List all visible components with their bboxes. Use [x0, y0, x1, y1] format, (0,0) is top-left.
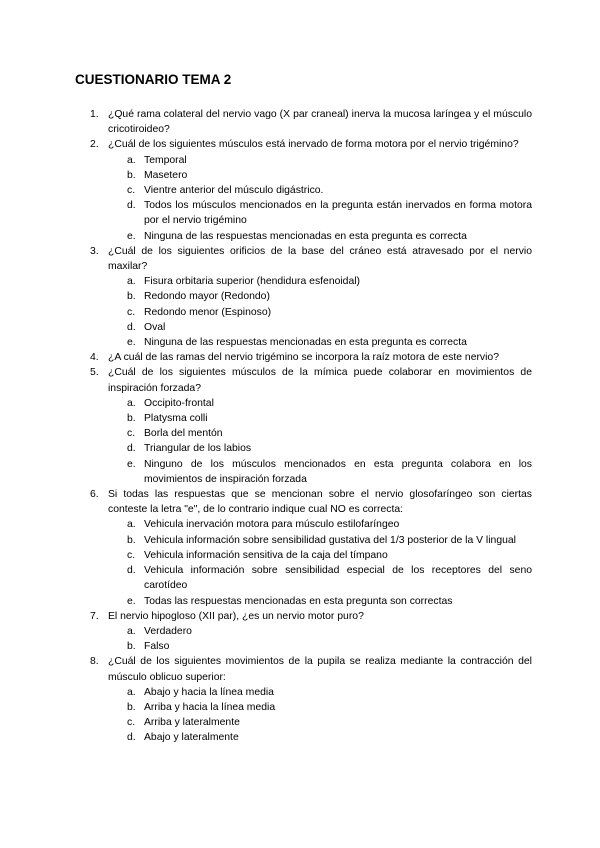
option-letter: b.: [127, 701, 136, 713]
option-text: Todos los músculos mencionados en la pregunta están inervados en forma motora por el nervio trigémino: [144, 200, 532, 227]
answer-option: [108, 457, 532, 487]
answer-option: [108, 548, 532, 563]
answer-option: [108, 168, 532, 183]
option-text: Verdadero: [144, 625, 192, 637]
option-list: [108, 624, 532, 654]
answer-option: [108, 533, 532, 548]
option-letter: c.: [127, 549, 136, 561]
option-letter: d.: [127, 443, 136, 455]
question-number: 4.: [90, 352, 99, 364]
question-text: Si todas las respuestas que se mencionan sobre el nervio glosofaríngeo son ciertas conteste la letra "e", de lo contrario indique cual NO es correcta:: [108, 489, 532, 516]
answer-option: [108, 594, 532, 609]
question-item: [72, 244, 532, 350]
option-text: Abajo y lateralmente: [144, 732, 239, 744]
option-text: Redondo mayor (Redondo): [144, 291, 270, 303]
answer-option: [108, 320, 532, 335]
question-number: 8.: [90, 656, 99, 668]
question-text: El nervio hipogloso (XII par), ¿es un nervio motor puro?: [108, 610, 364, 622]
option-letter: b.: [127, 169, 136, 181]
option-text: Arriba y hacia la línea media: [144, 701, 276, 713]
option-letter: e.: [127, 458, 136, 470]
option-text: Platysma colli: [144, 413, 208, 425]
option-letter: b.: [127, 641, 136, 653]
option-text: Vehicula información sensitiva de la caja del tímpano: [144, 549, 388, 561]
answer-option: [108, 229, 532, 244]
option-letter: a.: [127, 397, 136, 409]
option-list: [108, 153, 532, 244]
option-letter: b.: [127, 534, 136, 546]
option-letter: a.: [127, 625, 136, 637]
option-text: Arriba y lateralmente: [144, 717, 240, 729]
question-number: 6.: [90, 489, 99, 501]
option-letter: b.: [127, 291, 136, 303]
answer-option: [108, 274, 532, 289]
document-title: CUESTIONARIO TEMA 2: [75, 72, 232, 87]
question-item: [72, 609, 532, 655]
option-text: Borla del mentón: [144, 428, 223, 440]
option-text: Redondo menor (Espinoso): [144, 306, 272, 318]
option-letter: d.: [127, 732, 136, 744]
answer-option: [108, 426, 532, 441]
answer-option: [108, 396, 532, 411]
answer-option: [108, 715, 532, 730]
option-text: Vientre anterior del músculo digástrico.: [144, 185, 324, 197]
question-item: [72, 654, 532, 745]
option-text: Triangular de los labios: [144, 443, 252, 455]
option-letter: d.: [127, 321, 136, 333]
question-text: ¿Qué rama colateral del nervio vago (X par craneal) inerva la mucosa laríngea y el músculo cricotiroideo?: [108, 109, 532, 136]
option-letter: a.: [127, 686, 136, 698]
answer-option: [108, 517, 532, 532]
option-text: Occipito-frontal: [144, 397, 214, 409]
question-number: 3.: [90, 245, 99, 257]
option-text: Ninguna de las respuestas mencionadas en esta pregunta es correcta: [144, 337, 467, 349]
answer-option: [108, 700, 532, 715]
question-text: ¿Cuál de los siguientes músculos está inervado de forma motora por el nervio trigémino?: [108, 139, 519, 151]
question-item: [72, 365, 532, 487]
question-item: [72, 107, 532, 137]
option-letter: c.: [127, 428, 136, 440]
question-list: [72, 107, 532, 746]
option-text: Vehicula información sobre sensibilidad especial de los receptores del seno carotídeo: [144, 565, 532, 592]
option-letter: a.: [127, 519, 136, 531]
option-letter: e.: [127, 337, 136, 349]
question-text: ¿A cuál de las ramas del nervio trigémino se incorpora la raíz motora de este nervio?: [108, 352, 499, 364]
question-item: [72, 137, 532, 243]
option-text: Falso: [144, 641, 170, 653]
question-text: ¿Cuál de los siguientes músculos de la mímica puede colaborar en movimientos de inspiración forzada?: [108, 367, 532, 394]
answer-option: [108, 639, 532, 654]
option-text: Vehicula inervación motora para músculo estilofaríngeo: [144, 519, 400, 531]
option-list: [108, 517, 532, 608]
answer-option: [108, 183, 532, 198]
option-text: Ninguno de los músculos mencionados en esta pregunta colabora en los movimientos de inspiración forzada: [144, 458, 532, 485]
question-number: 5.: [90, 367, 99, 379]
question-number: 7.: [90, 610, 99, 622]
question-number: 1.: [90, 109, 99, 120]
option-letter: d.: [127, 565, 136, 577]
option-text: Vehicula información sobre sensibilidad gustativa del 1/3 posterior de la V lingual: [144, 534, 516, 546]
answer-option: [108, 563, 532, 593]
option-list: [108, 274, 532, 350]
answer-option: [108, 411, 532, 426]
answer-option: [108, 289, 532, 304]
question-number: 2.: [90, 139, 99, 151]
option-list: [108, 396, 532, 487]
option-text: Temporal: [144, 154, 187, 166]
option-letter: a.: [127, 276, 136, 288]
option-letter: e.: [127, 595, 136, 607]
option-letter: c.: [127, 185, 136, 197]
option-letter: b.: [127, 413, 136, 425]
answer-option: [108, 685, 532, 700]
question-text: ¿Cuál de los siguientes movimientos de la pupila se realiza mediante la contracción del músculo oblicuo superior:: [108, 656, 532, 683]
question-item: [72, 487, 532, 609]
option-letter: d.: [127, 200, 136, 212]
option-text: Fisura orbitaria superior (hendidura esfenoidal): [144, 276, 361, 288]
option-list: [108, 685, 532, 746]
answer-option: [108, 624, 532, 639]
answer-option: [108, 335, 532, 350]
option-text: Oval: [144, 321, 166, 333]
answer-option: [108, 441, 532, 456]
option-letter: c.: [127, 717, 136, 729]
option-letter: e.: [127, 230, 136, 242]
option-letter: a.: [127, 154, 136, 166]
option-text: Masetero: [144, 169, 188, 181]
question-item: [72, 350, 532, 365]
answer-option: [108, 730, 532, 745]
option-letter: c.: [127, 306, 136, 318]
answer-option: [108, 198, 532, 228]
question-text: ¿Cuál de los siguientes orificios de la base del cráneo está atravesado por el nervio maxilar?: [108, 245, 532, 273]
answer-option: [108, 305, 532, 320]
option-text: Abajo y hacia la línea media: [144, 686, 274, 698]
option-text: Ninguna de las respuestas mencionadas en esta pregunta es correcta: [144, 230, 467, 242]
answer-option: [108, 153, 532, 168]
option-text: Todas las respuestas mencionadas en esta pregunta son correctas: [144, 595, 453, 607]
